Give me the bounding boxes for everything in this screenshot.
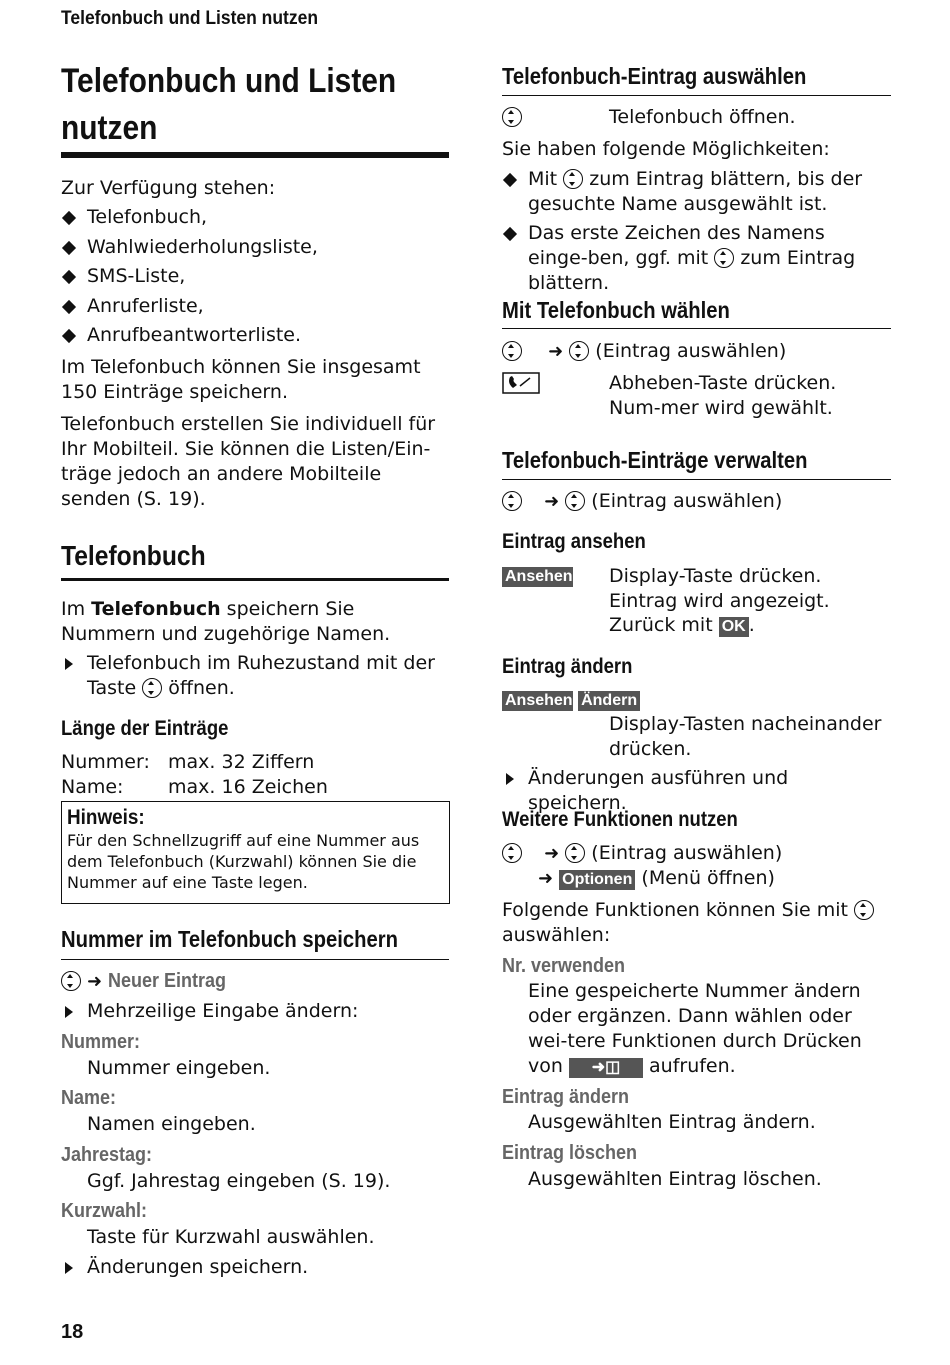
paragraph-telefonbuch: Im Telefonbuch speichern Sie Nummern und zugehörige Namen. [61, 598, 391, 645]
arrow-right-icon: ➜ [548, 341, 564, 362]
bullet-diamond-icon [62, 241, 76, 255]
heading-telefonbuch: Telefonbuch [61, 540, 206, 571]
function-label-eintrag-loeschen: Eintrag löschen [502, 1142, 638, 1164]
ansehen-back: Zurück mit OK . [609, 614, 755, 636]
menu-neuer-eintrag: Neuer Eintrag [108, 970, 227, 992]
auswaehlen-key-desc: Telefonbuch öffnen. [609, 106, 796, 128]
weitere-intro: Folgende Funktionen können Sie mit auswählen: [502, 898, 891, 948]
laenge-label-nummer: Nummer: [61, 751, 150, 773]
navigation-key-icon [563, 169, 583, 189]
heading-weitere: Weitere Funktionen nutzen [502, 808, 738, 831]
waehlen-path: ➜ (Eintrag auswählen) [502, 339, 786, 364]
bullet-diamond-icon [62, 211, 76, 225]
page-header: Telefonbuch und Listen nutzen [61, 8, 319, 29]
heading-speichern: Nummer im Telefonbuch speichern [61, 926, 399, 952]
heading-laenge: Länge der Einträge [61, 717, 229, 740]
paragraph-individual: Telefonbuch erstellen Sie individuell für Ihr Mobilteil. Sie können die Listen/Ein-träge jedoch an andere Mobilteile senden (S. 19). [61, 413, 436, 510]
arrow-right-icon: ➜ [544, 843, 560, 864]
laenge-value-nummer: max. 32 Ziffern [168, 751, 315, 773]
field-label-kurzwahl: Kurzwahl: [61, 1200, 148, 1222]
hinweis-title: Hinweis: [67, 806, 145, 829]
navigation-key-icon [565, 491, 585, 511]
bullet-diamond-icon [62, 270, 76, 284]
paragraph-capacity: Im Telefonbuch können Sie insgesamt 150 Einträge speichern. [61, 356, 421, 403]
waehlen-call-desc: Abheben-Taste drücken. Num-mer wird gewählt. [609, 372, 837, 419]
navigation-key-icon [502, 843, 522, 863]
navigation-key-icon [61, 971, 81, 991]
navigation-key-icon [142, 678, 162, 698]
aendern-desc: Display-Tasten nacheinander drücken. [609, 713, 882, 760]
navigation-key-icon [854, 900, 874, 920]
options-intro: Sie haben folgende Möglichkeiten: [502, 138, 830, 160]
step-triangle-icon [506, 773, 514, 785]
arrow-right-icon: ➜ [87, 971, 103, 992]
phonebook-arrow-icon[interactable]: ➜◫ [569, 1058, 643, 1078]
bullet-diamond-icon [503, 227, 517, 241]
function-desc-eintrag-aendern: Ausgewählten Eintrag ändern. [528, 1111, 816, 1133]
heading-rule [502, 479, 891, 480]
field-desc-jahrestag: Ggf. Jahrestag eingeben (S. 19). [87, 1170, 391, 1192]
bullet-diamond-icon [62, 300, 76, 314]
heading-rule [61, 959, 449, 960]
page-number: 18 [61, 1321, 84, 1343]
field-label-nummer: Nummer: [61, 1031, 141, 1053]
speichern-path [61, 969, 239, 994]
field-desc-name: Namen eingeben. [87, 1113, 256, 1135]
navigation-key-icon [565, 843, 585, 863]
softkey-optionen[interactable]: Optionen [559, 870, 635, 890]
hinweis-text: Für den Schnellzugriff auf eine Nummer aus dem Telefonbuch (Kurzwahl) können Sie die Nummer auf eine Taste legen. [67, 831, 420, 892]
step-triangle-icon [65, 658, 73, 670]
arrow-right-icon: ➜ [544, 491, 560, 512]
laenge-value-name: max. 16 Zeichen [168, 776, 328, 798]
talk-key-icon [502, 371, 540, 399]
heading-waehlen: Mit Telefonbuch wählen [502, 297, 730, 323]
softkey-ok[interactable]: OK [719, 617, 749, 637]
softkey-aendern[interactable]: Ändern [578, 691, 640, 711]
arrow-right-icon: ➜ [538, 868, 554, 889]
key-nav [502, 105, 522, 130]
heading-rule [502, 95, 891, 96]
softkeys-aendern [502, 690, 640, 711]
softkey-ansehen[interactable]: Ansehen [502, 691, 573, 711]
intro-text: Zur Verfügung stehen: [61, 177, 276, 199]
bullet-diamond-icon [62, 329, 76, 343]
verwalten-path: ➜ (Eintrag auswählen) [502, 489, 782, 514]
weitere-path: ➜ (Eintrag auswählen) [502, 841, 782, 866]
softkey-ansehen[interactable]: Ansehen [502, 566, 573, 587]
field-label-jahrestag: Jahrestag: [61, 1144, 153, 1166]
heading-ansehen: Eintrag ansehen [502, 530, 646, 553]
laenge-label-name: Name: [61, 776, 124, 798]
bullet-diamond-icon [503, 173, 517, 187]
function-desc-eintrag-loeschen: Ausgewählten Eintrag löschen. [528, 1168, 822, 1190]
navigation-key-icon [502, 491, 522, 511]
title-rule [61, 152, 449, 158]
ansehen-desc: Display-Taste drücken. Eintrag wird angezeigt. [609, 565, 830, 612]
function-desc-nr-verwenden: Eine gespeicherte Nummer ändern oder ergänzen. Dann wählen oder wei-tere Funktionen durch Drücken von ➜◫ aufrufen. [528, 980, 862, 1077]
weitere-optionen: ➜ Optionen (Menü öffnen) [538, 867, 775, 889]
field-desc-nummer: Nummer eingeben. [87, 1057, 271, 1079]
navigation-key-icon [569, 341, 589, 361]
field-desc-kurzwahl: Taste für Kurzwahl auswählen. [87, 1226, 375, 1248]
main-title: Telefonbuch und Listen nutzen [61, 62, 397, 147]
function-label-eintrag-aendern: Eintrag ändern [502, 1086, 630, 1108]
heading-rule [502, 328, 891, 329]
navigation-key-icon [502, 107, 522, 127]
field-label-name: Name: [61, 1087, 117, 1109]
navigation-key-icon [714, 248, 734, 268]
heading-verwalten: Telefonbuch-Einträge verwalten [502, 447, 808, 473]
hinweis-box [61, 801, 450, 904]
heading-auswaehlen: Telefonbuch-Eintrag auswählen [502, 63, 807, 89]
heading-rule [61, 578, 449, 581]
function-label-nr-verwenden: Nr. verwenden [502, 955, 626, 977]
step-triangle-icon [65, 1262, 73, 1274]
heading-aendern: Eintrag ändern [502, 655, 633, 678]
navigation-key-icon [502, 341, 522, 361]
step-triangle-icon [65, 1006, 73, 1018]
